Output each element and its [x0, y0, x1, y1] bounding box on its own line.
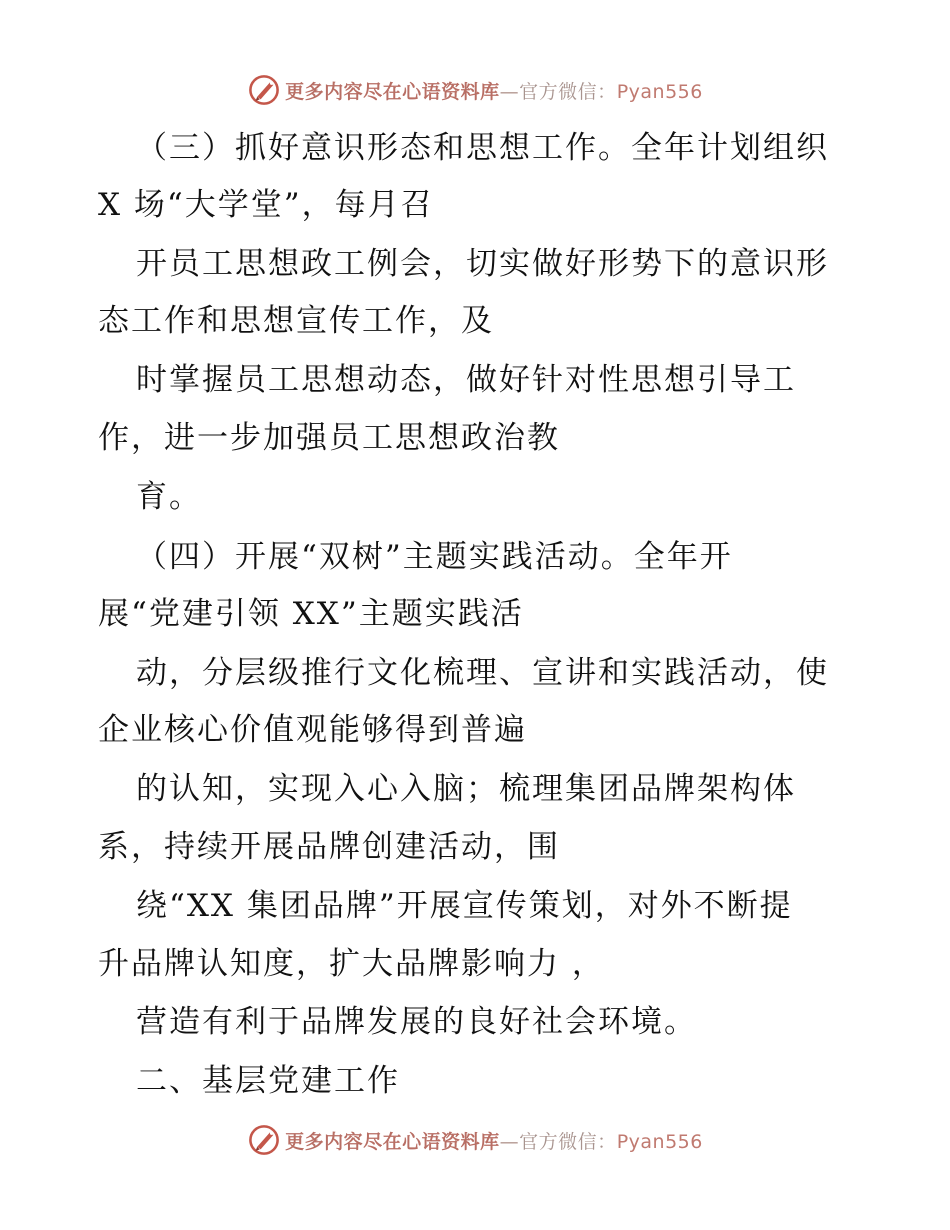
banner-separator: —: [499, 80, 520, 103]
text-line: 动，分层级推行文化梳理、宣讲和实践活动，使: [136, 655, 829, 691]
text-line: 作，进一步加强员工思想政治教: [98, 420, 560, 456]
section-heading: 二、基层党建工作: [136, 1063, 400, 1099]
text-line: 开员工思想政工例会，切实做好形势下的意识形: [136, 246, 829, 282]
banner-wechat-id: Pyan556: [616, 1130, 703, 1153]
banner-separator: —: [499, 1130, 520, 1153]
text-line: （四）开展“双树”主题实践活动。全年开: [136, 539, 733, 575]
text-line: （三）抓好意识形态和思想工作。全年计划组织: [136, 130, 829, 166]
text-line: 企业核心价值观能够得到普遍: [98, 712, 527, 748]
pen-logo-icon: [247, 73, 281, 107]
text-line: 营造有利于品牌发展的良好社会环境。: [136, 1004, 697, 1040]
text-line: 育。: [136, 479, 202, 515]
text-line: 的认知，实现入心入脑；梳理集团品牌架构体: [136, 771, 796, 807]
text-line: X 场“大学堂”，每月召: [98, 187, 434, 223]
text-line: 态工作和思想宣传工作，及: [98, 303, 494, 339]
banner-title: 更多内容尽在心语资料库: [285, 1130, 500, 1153]
text-line: 系，持续开展品牌创建活动，围: [98, 829, 560, 865]
banner-wechat-label: 官方微信：: [519, 1130, 617, 1153]
pen-logo-icon: [247, 1123, 281, 1157]
banner-wechat-id: Pyan556: [616, 80, 703, 103]
banner-title: 更多内容尽在心语资料库: [285, 80, 500, 103]
text-line: 时掌握员工思想动态，做好针对性思想引导工: [136, 362, 796, 398]
text-line: 展“党建引领 XX”主题实践活: [98, 596, 524, 632]
text-line: 升品牌认知度，扩大品牌影响力 ，: [98, 946, 605, 982]
text-line: 绕“XX 集团品牌”开展宣传策划，对外不断提: [136, 888, 793, 924]
footer-watermark-banner: [0, 1120, 950, 1160]
header-watermark-banner: [0, 70, 950, 110]
banner-wechat-label: 官方微信：: [519, 80, 617, 103]
